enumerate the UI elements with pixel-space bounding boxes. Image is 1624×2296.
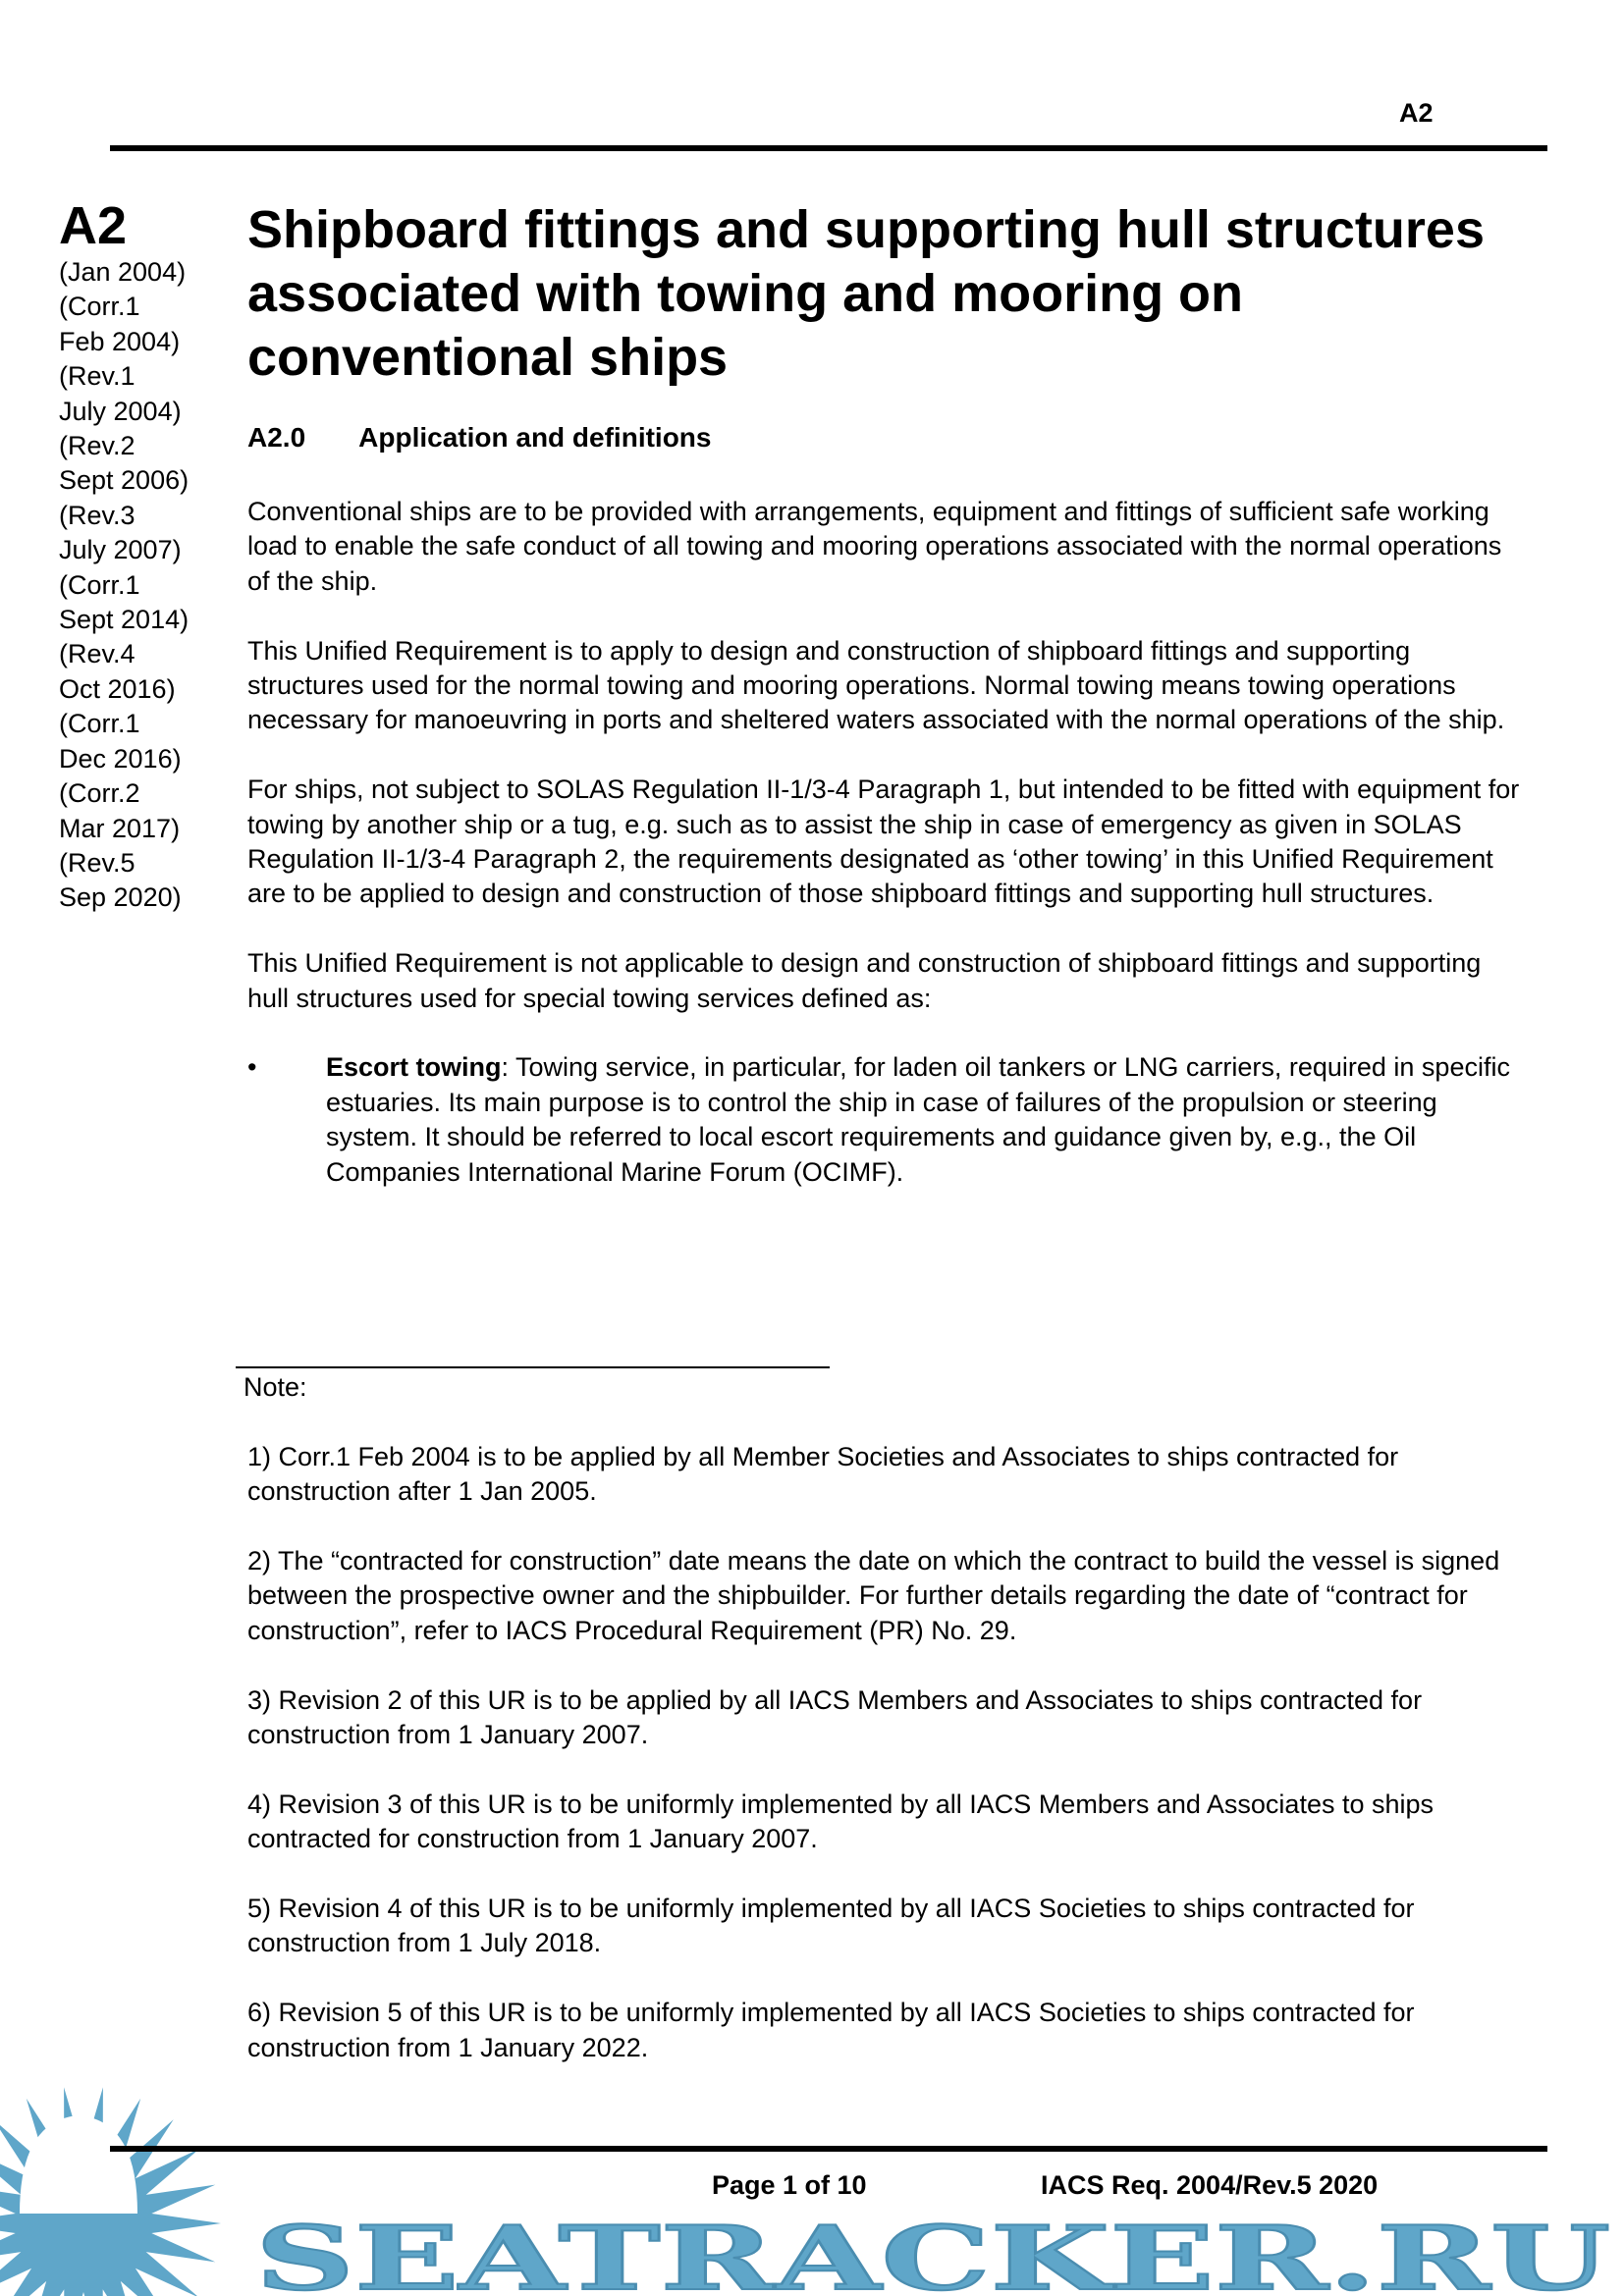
bullet-text: : Towing service, in particular, for laden oil tankers or LNG carriers, required in specific estuaries. Its main purpose is to control the ship in case of failures of the propulsion or steering system. It should be referred to local escort requirements and guidance given by, e.g., the Oil Companies International Marine Forum (OCIMF). <box>326 1052 1510 1187</box>
revision-line: Sept 2014) <box>59 605 189 635</box>
section-heading <box>247 422 711 454</box>
note-rule <box>236 1366 830 1368</box>
sun-icon <box>0 2087 221 2296</box>
revision-line: Sept 2006) <box>59 465 189 496</box>
revision-line: (Rev.4 <box>59 639 135 669</box>
revision-line: (Rev.2 <box>59 431 135 461</box>
sidebar-code: A2 <box>59 196 128 255</box>
page-title: Shipboard fittings and supporting hull structures associated with towing and mooring on conventional ships <box>247 200 1485 387</box>
page-number: Page 1 of 10 <box>712 2170 867 2200</box>
revision-line: (Rev.1 <box>59 361 135 392</box>
revision-line: (Corr.1 <box>59 292 140 322</box>
revision-line: (Rev.3 <box>59 500 135 530</box>
revision-line: Oct 2016) <box>59 673 176 704</box>
bullet-symbol: • <box>247 1052 257 1083</box>
revision-line: Mar 2017) <box>59 813 181 843</box>
revision-line: Sep 2020) <box>59 882 182 913</box>
paragraph: This Unified Requirement is to apply to design and construction of shipboard fittings and supporting structures used for the normal towing and mooring operations. Normal towing means towing operations necessary for manoeuvring in ports and sheltered waters associated with the normal operations of the ship. <box>247 635 1505 735</box>
revision-line: (Corr.1 <box>59 569 140 600</box>
bullet-term: Escort towing <box>326 1052 502 1083</box>
revision-list <box>59 255 216 916</box>
body-text <box>247 495 1524 1190</box>
note-item: 5) Revision 4 of this UR is to be uniformly implemented by all IACS Societies to ships contracted for construction from 1 July 2018. <box>247 1894 1415 1958</box>
section-title: Application and definitions <box>358 422 712 453</box>
header-code: A2 <box>1399 98 1434 128</box>
revision-line: (Corr.1 <box>59 709 140 739</box>
footer-rule <box>110 2146 1547 2152</box>
note-item: 6) Revision 5 of this UR is to be uniformly implemented by all IACS Societies to ships contracted for construction from 1 January 2022. <box>247 1998 1415 2062</box>
revision-sidebar <box>59 196 216 916</box>
watermark-text: SEATRACKER.RU <box>255 2207 1610 2296</box>
document-reference: IACS Req. 2004/Rev.5 2020 <box>1041 2170 1379 2200</box>
revision-line: Dec 2016) <box>59 743 182 774</box>
notes <box>244 1370 1524 2100</box>
revision-line: (Rev.5 <box>59 847 135 878</box>
paragraph: Conventional ships are to be provided with arrangements, equipment and fittings of sufficient safe working load to enable the safe conduct of all towing and mooring operations associated with the normal operations of the ship. <box>247 497 1502 596</box>
paragraph: This Unified Requirement is not applicable to design and construction of shipboard fittings and supporting hull structures used for special towing services defined as: <box>247 948 1482 1013</box>
note-item: 1) Corr.1 Feb 2004 is to be applied by all Member Societies and Associates to ships contracted for construction after 1 Jan 2005. <box>247 1441 1399 1507</box>
header-rule <box>110 145 1547 151</box>
revision-line: (Corr.2 <box>59 778 140 809</box>
revision-line: July 2007) <box>59 535 182 565</box>
sun-arch <box>20 2115 137 2214</box>
revision-line: Feb 2004) <box>59 326 181 356</box>
bullet-item <box>247 1050 1524 1190</box>
note-item: 4) Revision 3 of this UR is to be uniformly implemented by all IACS Members and Associates to ships contracted for construction from 1 January 2007. <box>247 1789 1435 1854</box>
note-item: 3) Revision 2 of this UR is to be applied by all IACS Members and Associates to ships contracted for construction from 1 January 2007. <box>247 1684 1423 1750</box>
revision-line: July 2004) <box>59 396 182 426</box>
note-item: 2) The “contracted for construction” date means the date on which the contract to build the vessel is signed between the prospective owner and the shipbuilder. For further details regarding the date of “contract for construction”, refer to IACS Procedural Requirement (PR) No. 29. <box>247 1546 1500 1645</box>
section-number: A2.0 <box>247 422 306 453</box>
revision-line: (Jan 2004) <box>59 257 187 287</box>
paragraph: For ships, not subject to SOLAS Regulation II-1/3-4 Paragraph 1, but intended to be fitted with equipment for towing by another ship or a tug, e.g. such as to assist the ship in case of emergency as given in SOLAS Regulation II-1/3-4 Paragraph 2, the requirements designated as ‘other towing’ in this Unified Requirement are to be applied to design and construction of those shipboard fittings and supporting hull structures. <box>247 774 1520 909</box>
note-label: Note: <box>244 1372 307 1402</box>
